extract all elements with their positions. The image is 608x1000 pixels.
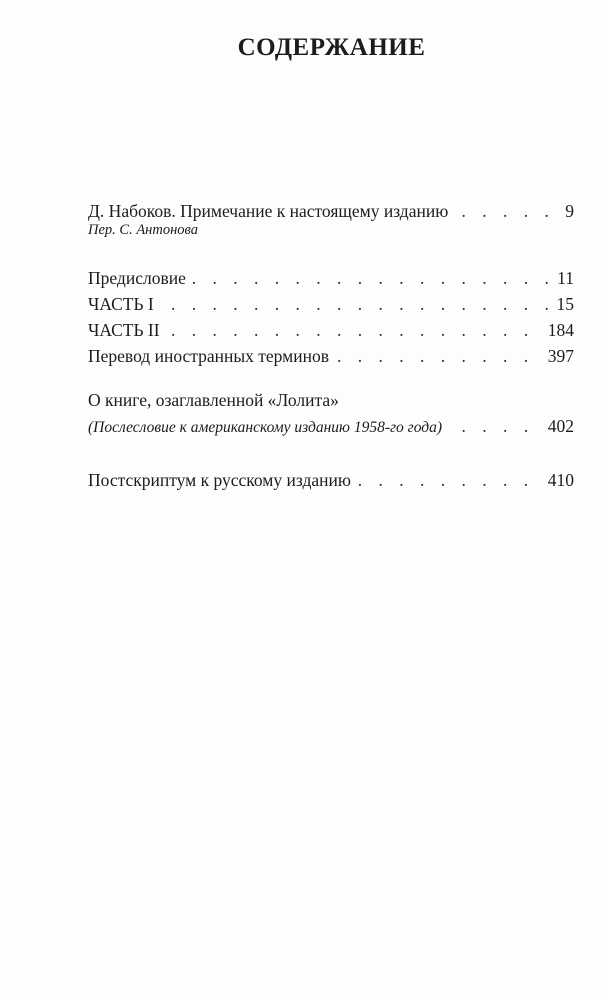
toc-entry-nabokov-note[interactable] [88, 198, 574, 224]
leader-dots [88, 291, 574, 317]
toc-entry-label: ЧАСТЬ I [88, 294, 158, 314]
toc-entry-part-1[interactable] [88, 291, 574, 317]
toc-entry-page: 410 [544, 467, 574, 493]
page-title: СОДЕРЖАНИЕ [237, 34, 426, 61]
toc-entry-label: ЧАСТЬ II [88, 320, 164, 340]
spacer [88, 369, 574, 387]
toc-entry-about-lolita-title[interactable]: О книге, озаглавленной «Лолита» [88, 390, 339, 410]
toc-entry-part-2[interactable] [88, 317, 574, 343]
toc-entry-foreign-terms[interactable] [88, 343, 574, 369]
toc-entry-preface[interactable] [88, 265, 574, 291]
toc-entry-page: 184 [544, 317, 574, 343]
toc-entry-postscript[interactable] [88, 467, 574, 493]
translator-credit: Пер. С. Антонова [88, 222, 198, 238]
spacer [88, 439, 574, 467]
spacer [88, 241, 574, 265]
toc-entry-sublabel: (Послесловие к американскому изданию 1958-го года) [88, 419, 446, 436]
toc-entry-page: 15 [553, 291, 575, 317]
table-of-contents [88, 198, 574, 493]
toc-entry-label: Предисловие [88, 268, 190, 288]
toc-entry-page: 402 [544, 413, 574, 439]
toc-entry-page: 11 [553, 265, 574, 291]
toc-entry-label: Д. Набоков. Примечание к настоящему изданию [88, 201, 452, 221]
toc-entry-label: Постскриптум к русскому изданию [88, 470, 355, 490]
toc-entry-about-lolita[interactable] [88, 413, 574, 439]
toc-entry-label: Перевод иностранных терминов [88, 346, 333, 366]
toc-entry-page: 9 [561, 198, 574, 224]
toc-entry-page: 397 [544, 343, 574, 369]
